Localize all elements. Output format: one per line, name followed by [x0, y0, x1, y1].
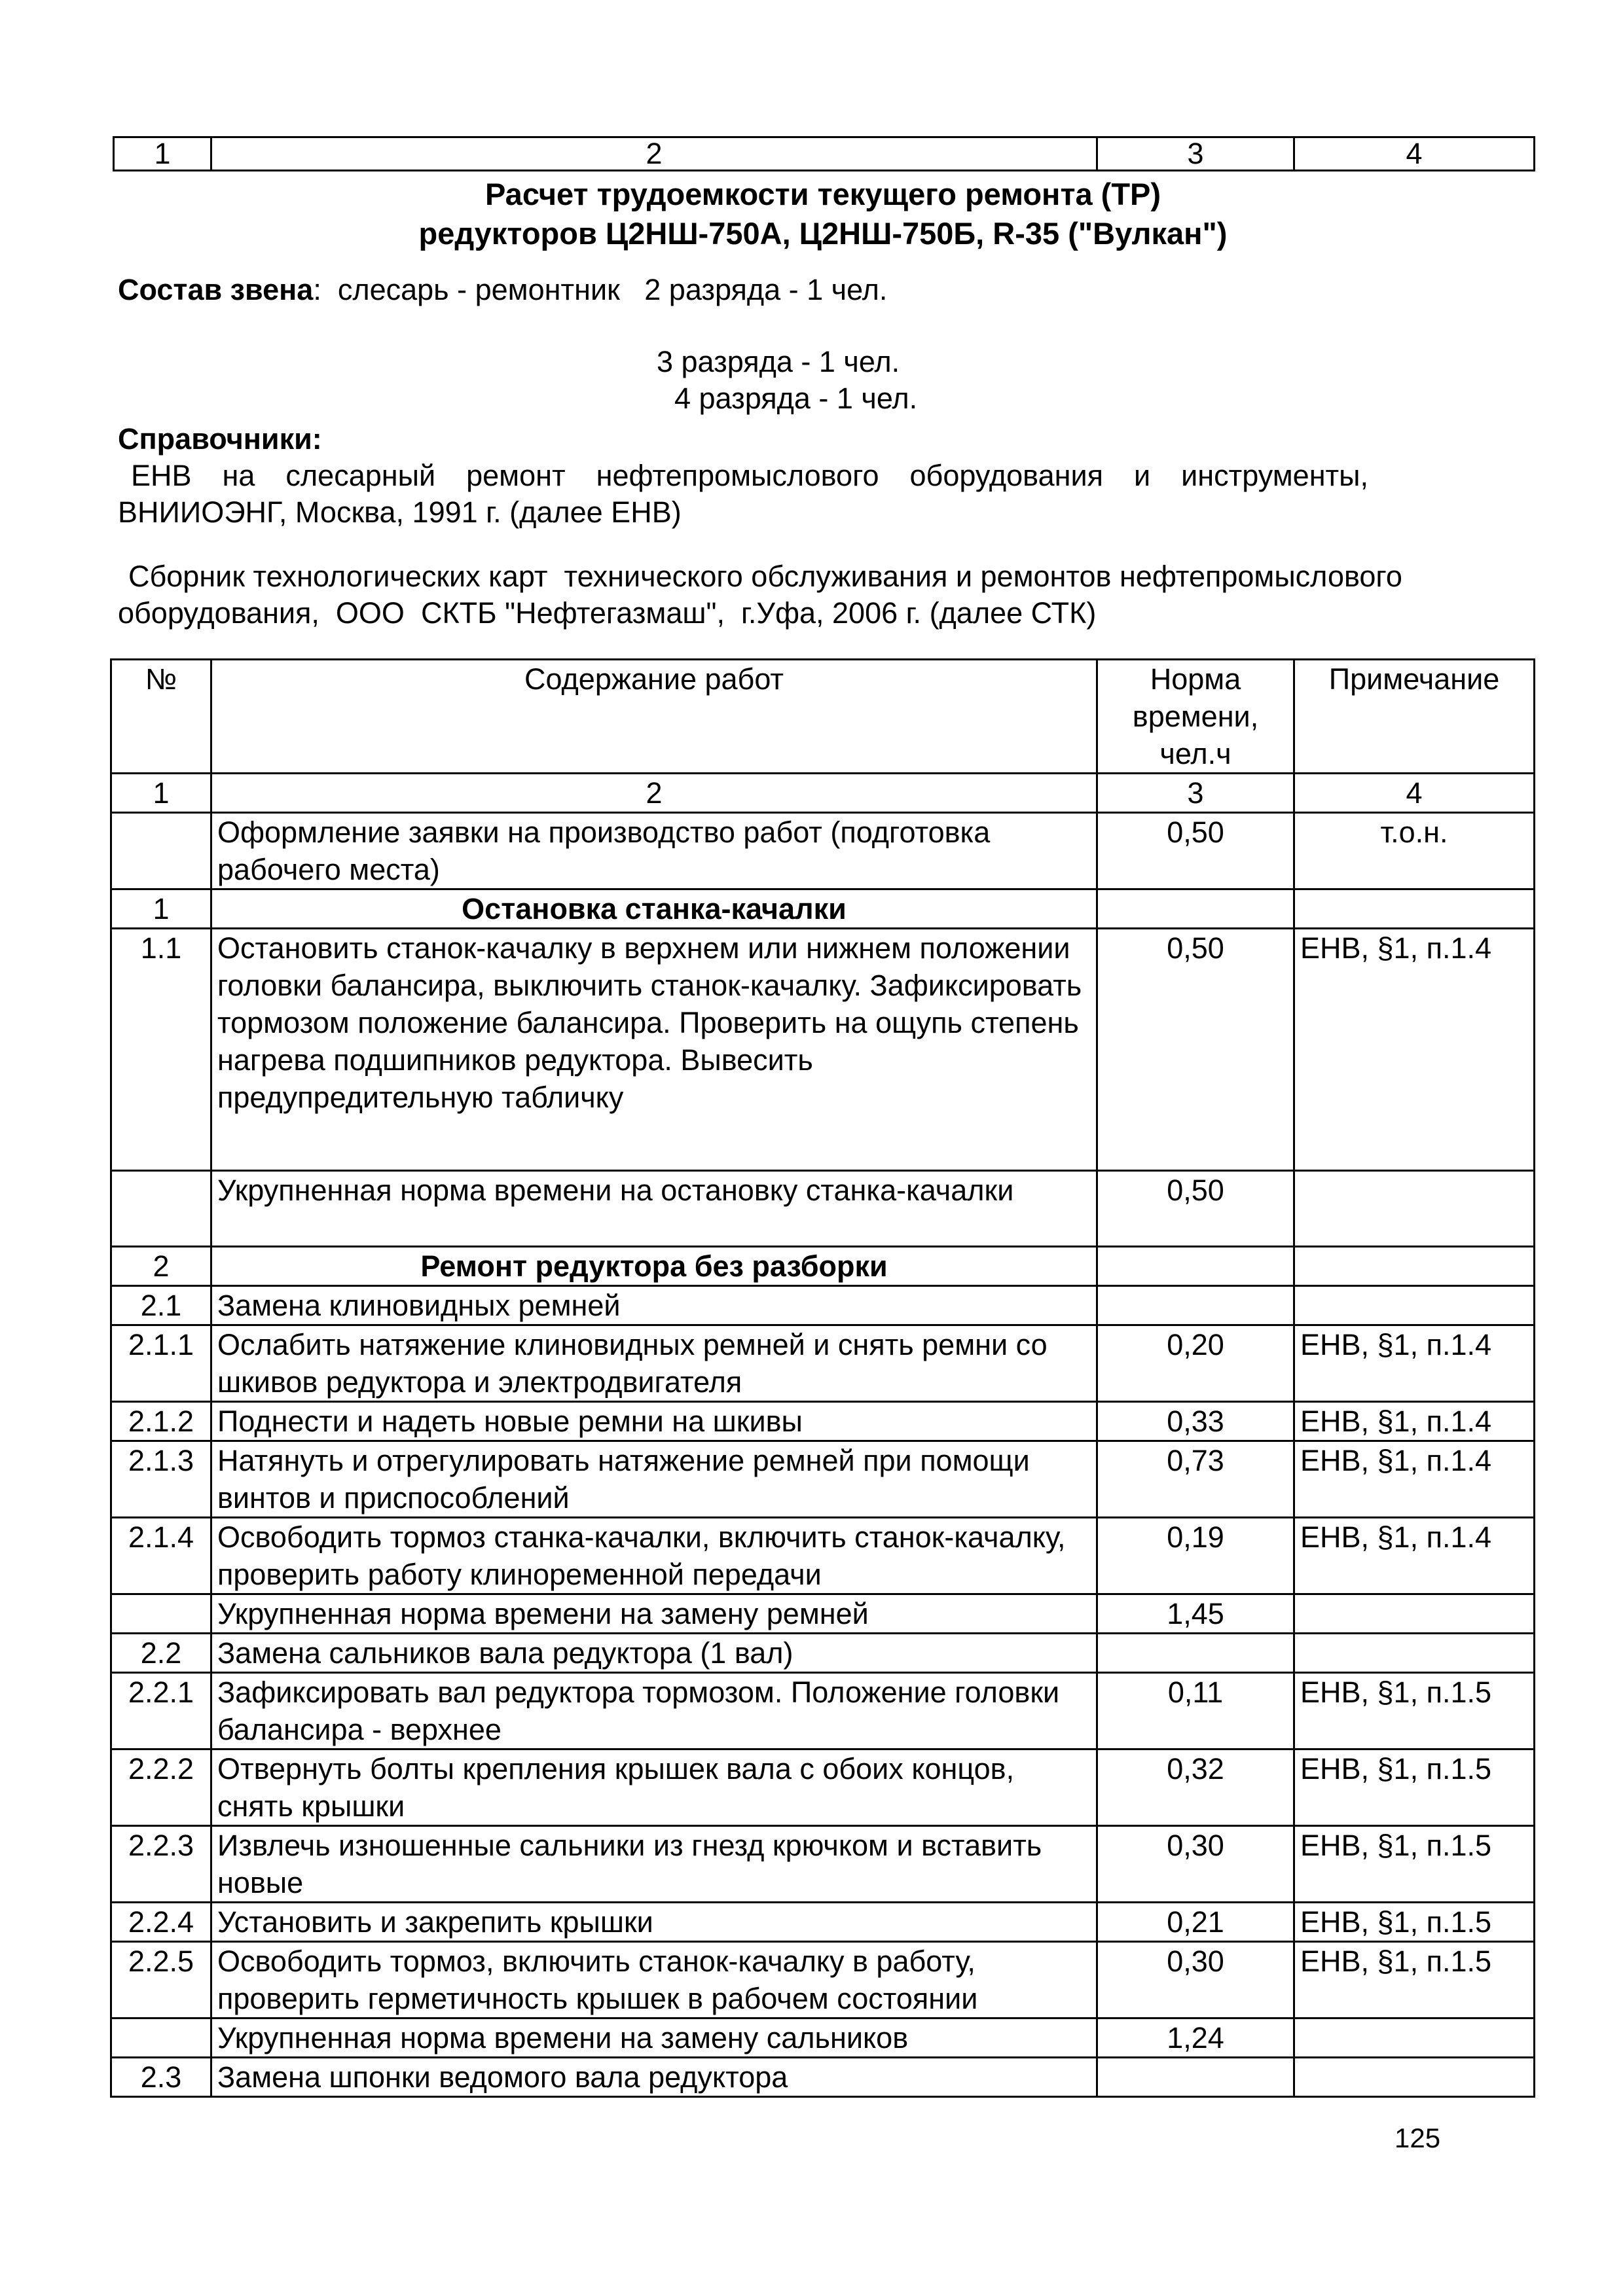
row-content: Поднести и надеть новые ремни на шкивы: [211, 1402, 1097, 1441]
row-num: 2.2.3: [111, 1826, 211, 1903]
page-number: 125: [1395, 2123, 1441, 2153]
table-row: [111, 1286, 1535, 1325]
row-num: 2.1.2: [111, 1402, 211, 1441]
subtotal-row: [111, 1171, 1535, 1247]
row-note: ЕНВ, §1, п.1.5: [1294, 1826, 1535, 1903]
row-content: Отвернуть болты крепления крышек вала с обоих концов, снять крышки: [211, 1749, 1097, 1826]
row-num: 1: [111, 889, 211, 929]
section-row: [111, 1247, 1535, 1286]
table-row: [111, 1673, 1535, 1749]
row-norm: 0,73: [1097, 1441, 1294, 1518]
row-content: Укрупненная норма времени на замену сальников: [211, 2018, 1097, 2058]
row-content: Извлечь изношенные сальники из гнезд крючком и вставить новые: [211, 1826, 1097, 1903]
row-norm: 0,33: [1097, 1402, 1294, 1441]
subtotal-row: [111, 2018, 1535, 2058]
header-norm-line3: чел.ч: [1159, 737, 1231, 770]
row-content: Замена шпонки ведомого вала редуктора: [211, 2058, 1097, 2097]
table-row: [111, 1749, 1535, 1826]
row-content: Освободить тормоз станка-качалки, включить станок-качалку, проверить работу клиноременной передачи: [211, 1518, 1097, 1594]
reference-1-line1: ЕНВ на слесарный ремонт нефтепромыслового оборудования и инструменты,: [131, 459, 1368, 492]
row-note: ЕНВ, §1, п.1.4: [1294, 1518, 1535, 1594]
row-note: [1294, 1634, 1535, 1673]
column-number-row: [111, 774, 1535, 813]
row-content: Укрупненная норма времени на остановку станка-качалки: [211, 1171, 1097, 1247]
table-row: [111, 813, 1535, 889]
row-note: [1294, 2018, 1535, 2058]
row-note: ЕНВ, §1, п.1.4: [1294, 1441, 1535, 1518]
table-header-row: [111, 660, 1535, 774]
row-norm: 0,32: [1097, 1749, 1294, 1826]
row-num: [111, 1594, 211, 1634]
header-num: №: [111, 660, 211, 774]
row-content: Замена сальников вала редуктора (1 вал): [211, 1634, 1097, 1673]
row-num: 2.2.1: [111, 1673, 211, 1749]
table-row: [111, 1634, 1535, 1673]
section-row: [111, 889, 1535, 929]
table-row: [111, 1903, 1535, 1942]
row-num: 2.2.2: [111, 1749, 211, 1826]
col-number: 4: [1294, 774, 1535, 813]
row-num: 2.1.1: [111, 1325, 211, 1402]
header-note: Примечание: [1294, 660, 1535, 774]
row-note: [1294, 1286, 1535, 1325]
row-note: ЕНВ, §1, п.1.4: [1294, 929, 1535, 1171]
row-num: [111, 1171, 211, 1247]
table-row: [111, 929, 1535, 1171]
section-title: Ремонт редуктора без разборки: [211, 1247, 1097, 1286]
row-note: ЕНВ, §1, п.1.5: [1294, 1903, 1535, 1942]
crew-text: : слесарь - ремонтник 2 разряда - 1 чел.: [313, 273, 888, 306]
row-num: 1.1: [111, 929, 211, 1171]
row-note: [1294, 1171, 1535, 1247]
table-row: [111, 1441, 1535, 1518]
row-content: Освободить тормоз, включить станок-качалку в работу, проверить герметичность крышек в рабочем состоянии: [211, 1942, 1097, 2018]
header-norm-line2: времени,: [1132, 700, 1259, 733]
row-norm: 0,50: [1097, 813, 1294, 889]
row-norm: 0,50: [1097, 1171, 1294, 1247]
row-content: Замена клиновидных ремней: [211, 1286, 1097, 1325]
crew-label: Состав звена: [118, 273, 314, 306]
row-num: [111, 2018, 211, 2058]
row-num: 2: [111, 1247, 211, 1286]
col-number: 1: [111, 774, 211, 813]
row-note: [1294, 889, 1535, 929]
document-title-line2: редукторов Ц2НШ-750А, Ц2НШ-750Б, R-35 ("Вулкан"): [418, 216, 1228, 251]
reference-2-line1: Сборник технологических карт технического обслуживания и ремонтов нефтепромыслового: [128, 560, 1402, 593]
header-content: Содержание работ: [211, 660, 1097, 774]
row-norm: [1097, 1286, 1294, 1325]
row-num: 2.1: [111, 1286, 211, 1325]
table-row: [111, 1826, 1535, 1903]
row-content: Остановить станок-качалку в верхнем или нижнем положении головки балансира, выключить станок-качалку. Зафиксировать тормозом положение балансира. Проверить на ощупь степень нагрева подшипников редуктора. Вывесить предупредительную табличку: [211, 929, 1097, 1171]
row-norm: [1097, 1247, 1294, 1286]
table-row: [111, 1325, 1535, 1402]
row-norm: 0,50: [1097, 929, 1294, 1171]
section-title: Остановка станка-качалки: [211, 889, 1097, 929]
reference-2-line2: оборудования, ООО СКТБ "Нефтегазмаш", г.Уфа, 2006 г. (далее СТК): [118, 596, 1097, 630]
table-row: [111, 1942, 1535, 2018]
row-norm: 0,11: [1097, 1673, 1294, 1749]
top-header-cell: 3: [1097, 137, 1294, 171]
row-content: Укрупненная норма времени на замену ремней: [211, 1594, 1097, 1634]
row-norm: 0,30: [1097, 1826, 1294, 1903]
row-note: ЕНВ, §1, п.1.4: [1294, 1325, 1535, 1402]
top-header-cell: 4: [1294, 137, 1535, 171]
header-norm: [1097, 660, 1294, 774]
row-note: т.о.н.: [1294, 813, 1535, 889]
row-note: [1294, 1594, 1535, 1634]
document-title-line1: Расчет трудоемкости текущего ремонта (ТР): [484, 177, 1161, 211]
row-norm: [1097, 2058, 1294, 2097]
table-row: [111, 1402, 1535, 1441]
row-note: ЕНВ, §1, п.1.5: [1294, 1942, 1535, 2018]
row-num: 2.2.4: [111, 1903, 211, 1942]
references-label: Справочники:: [118, 422, 322, 456]
top-header-cell: 1: [114, 137, 211, 171]
row-norm: 1,24: [1097, 2018, 1294, 2058]
row-norm: 0,20: [1097, 1325, 1294, 1402]
row-norm: 0,21: [1097, 1903, 1294, 1942]
row-note: ЕНВ, §1, п.1.5: [1294, 1749, 1535, 1826]
row-note: [1294, 2058, 1535, 2097]
row-norm: 1,45: [1097, 1594, 1294, 1634]
top-header-cell: 2: [211, 137, 1097, 171]
row-content: Натянуть и отрегулировать натяжение ремней при помощи винтов и приспособлений: [211, 1441, 1097, 1518]
row-num: 2.1.4: [111, 1518, 211, 1594]
row-note: ЕНВ, §1, п.1.5: [1294, 1673, 1535, 1749]
crew-line3: 4 разряда - 1 чел.: [674, 382, 918, 415]
row-content: Установить и закрепить крышки: [211, 1903, 1097, 1942]
row-norm: [1097, 1634, 1294, 1673]
top-column-header: [113, 136, 1535, 171]
subtotal-row: [111, 1594, 1535, 1634]
col-number: 2: [211, 774, 1097, 813]
row-num: [111, 813, 211, 889]
row-norm: 0,19: [1097, 1518, 1294, 1594]
row-content: Ослабить натяжение клиновидных ремней и снять ремни со шкивов редуктора и электродвигателя: [211, 1325, 1097, 1402]
col-number: 3: [1097, 774, 1294, 813]
reference-1-line2: ВНИИОЭНГ, Москва, 1991 г. (далее ЕНВ): [118, 495, 682, 529]
labor-table: [110, 658, 1535, 2098]
row-num: 2.1.3: [111, 1441, 211, 1518]
header-norm-line1: Норма: [1150, 662, 1241, 696]
row-content: Зафиксировать вал редуктора тормозом. Положение головки балансира - верхнее: [211, 1673, 1097, 1749]
row-norm: [1097, 889, 1294, 929]
crew-line2: 3 разряда - 1 чел.: [657, 345, 900, 378]
crew-line1: [118, 271, 887, 310]
row-note: ЕНВ, §1, п.1.4: [1294, 1402, 1535, 1441]
row-note: [1294, 1247, 1535, 1286]
row-content: Оформление заявки на производство работ (подготовка рабочего места): [211, 813, 1097, 889]
row-num: 2.2: [111, 1634, 211, 1673]
table-row: [111, 2058, 1535, 2097]
row-norm: 0,30: [1097, 1942, 1294, 2018]
row-num: 2.3: [111, 2058, 211, 2097]
row-num: 2.2.5: [111, 1942, 211, 2018]
table-row: [111, 1518, 1535, 1594]
